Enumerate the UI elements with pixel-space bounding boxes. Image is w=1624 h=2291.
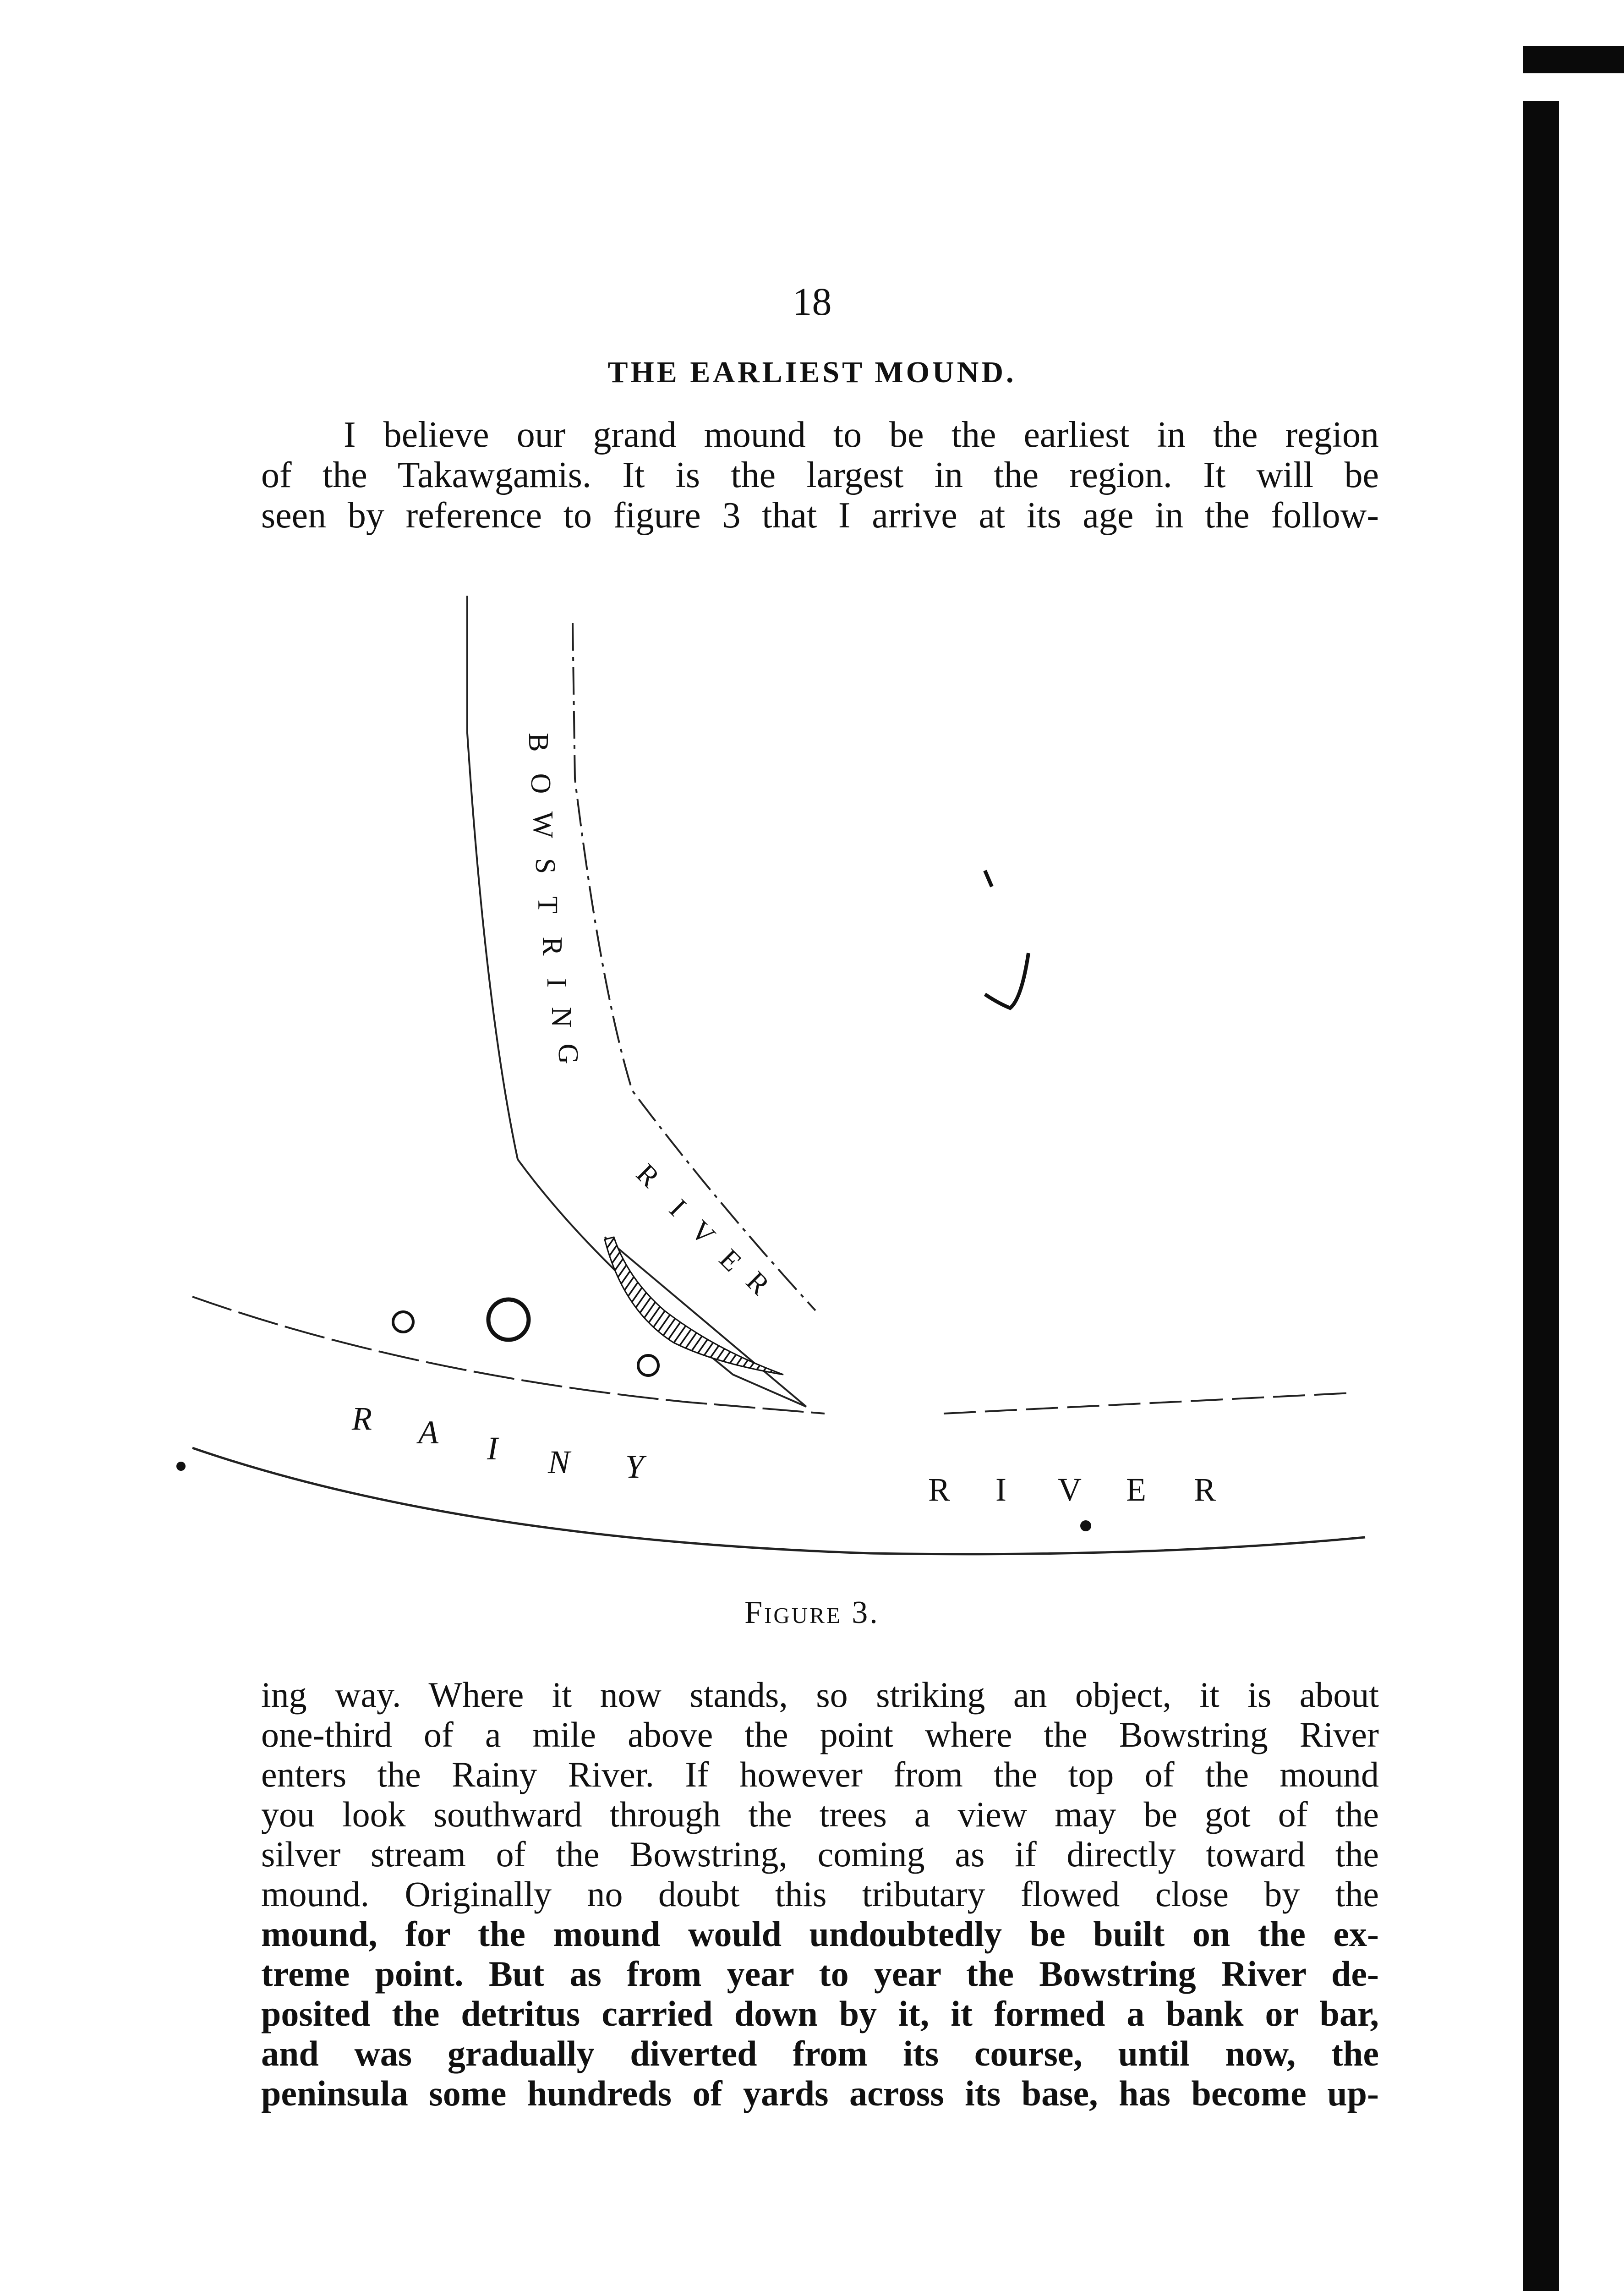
label-letter: W xyxy=(527,811,558,839)
hatched-bank xyxy=(605,1237,783,1375)
text-line: seen by reference to figure 3 that I arrive at its age in the follow- xyxy=(261,495,1379,536)
rainy-lower-bank xyxy=(192,1448,1365,1554)
label-letter: I xyxy=(995,1471,1006,1508)
label-letter: T xyxy=(532,896,563,914)
river-right-label xyxy=(928,1471,1216,1508)
text-line: you look southward through the trees a view may be got of the xyxy=(261,1794,1379,1834)
body-paragraph xyxy=(261,1675,1379,2113)
label-letter: I xyxy=(541,978,572,988)
text-line: ing way. Where it now stands, so striking an object, it is about xyxy=(261,1675,1379,1715)
text-line: mound, for the mound would undoubtedly be built on the ex- xyxy=(261,1914,1379,1954)
label-letter: R xyxy=(740,1266,776,1301)
label-letter: V xyxy=(684,1214,722,1251)
speck xyxy=(176,1462,186,1471)
bowstring-right-bank xyxy=(573,623,815,1310)
label-letter: R xyxy=(1193,1471,1216,1508)
label-letter: G xyxy=(552,1043,584,1064)
label-letter: S xyxy=(530,858,561,874)
grand-mound xyxy=(488,1299,529,1340)
label-letter: E xyxy=(713,1243,748,1278)
label-letter: E xyxy=(1126,1471,1146,1508)
label-letter: V xyxy=(1058,1471,1082,1508)
text-line: silver stream of the Bowstring, coming as if directly toward the xyxy=(261,1834,1379,1874)
rainy-upper-bank-right xyxy=(944,1393,1351,1414)
label-letter: N xyxy=(546,1007,577,1028)
label-letter: N xyxy=(547,1444,570,1480)
label-letter: R xyxy=(928,1471,951,1508)
text-line: and was gradually diverted from its course, until now, the xyxy=(261,2033,1379,2073)
text-line: of the Takawgamis. It is the largest in the region. It will be xyxy=(261,455,1379,495)
label-letter: Y xyxy=(625,1448,644,1485)
text-line: enters the Rainy River. If however from the top of the mound xyxy=(261,1754,1379,1794)
speck xyxy=(1080,1520,1091,1531)
small-mound-right xyxy=(638,1355,658,1376)
label-letter: R xyxy=(352,1400,372,1437)
label-letter: I xyxy=(663,1193,692,1222)
text-line: mound. Originally no doubt this tributary flowed close by the xyxy=(261,1874,1379,1914)
text-line: peninsula some hundreds of yards across its base, has become up- xyxy=(261,2073,1379,2113)
page-number: 18 xyxy=(792,280,832,323)
figure-caption: Figure 3. xyxy=(744,1595,880,1630)
label-letter: I xyxy=(487,1430,498,1467)
label-letter: A xyxy=(418,1414,438,1451)
stray-mark xyxy=(985,871,1028,1008)
label-letter: R xyxy=(630,1158,666,1194)
peninsula-edge xyxy=(605,1237,806,1407)
small-mound-left xyxy=(393,1312,413,1332)
text-line: I believe our grand mound to be the earliest in the region xyxy=(344,415,1379,455)
text-line: posited the detritus carried down by it, it formed a bank or bar, xyxy=(261,1994,1379,2033)
rainy-label xyxy=(351,1400,647,1485)
text-line: one-third of a mile above the point where the Bowstring River xyxy=(261,1715,1379,1754)
text-line: treme point. But as from year to year the Bowstring River de- xyxy=(261,1954,1379,1994)
label-letter: R xyxy=(536,937,568,956)
label-letter: O xyxy=(525,773,556,794)
label-letter: B xyxy=(523,733,554,752)
section-title: THE EARLIEST MOUND. xyxy=(607,356,1017,389)
